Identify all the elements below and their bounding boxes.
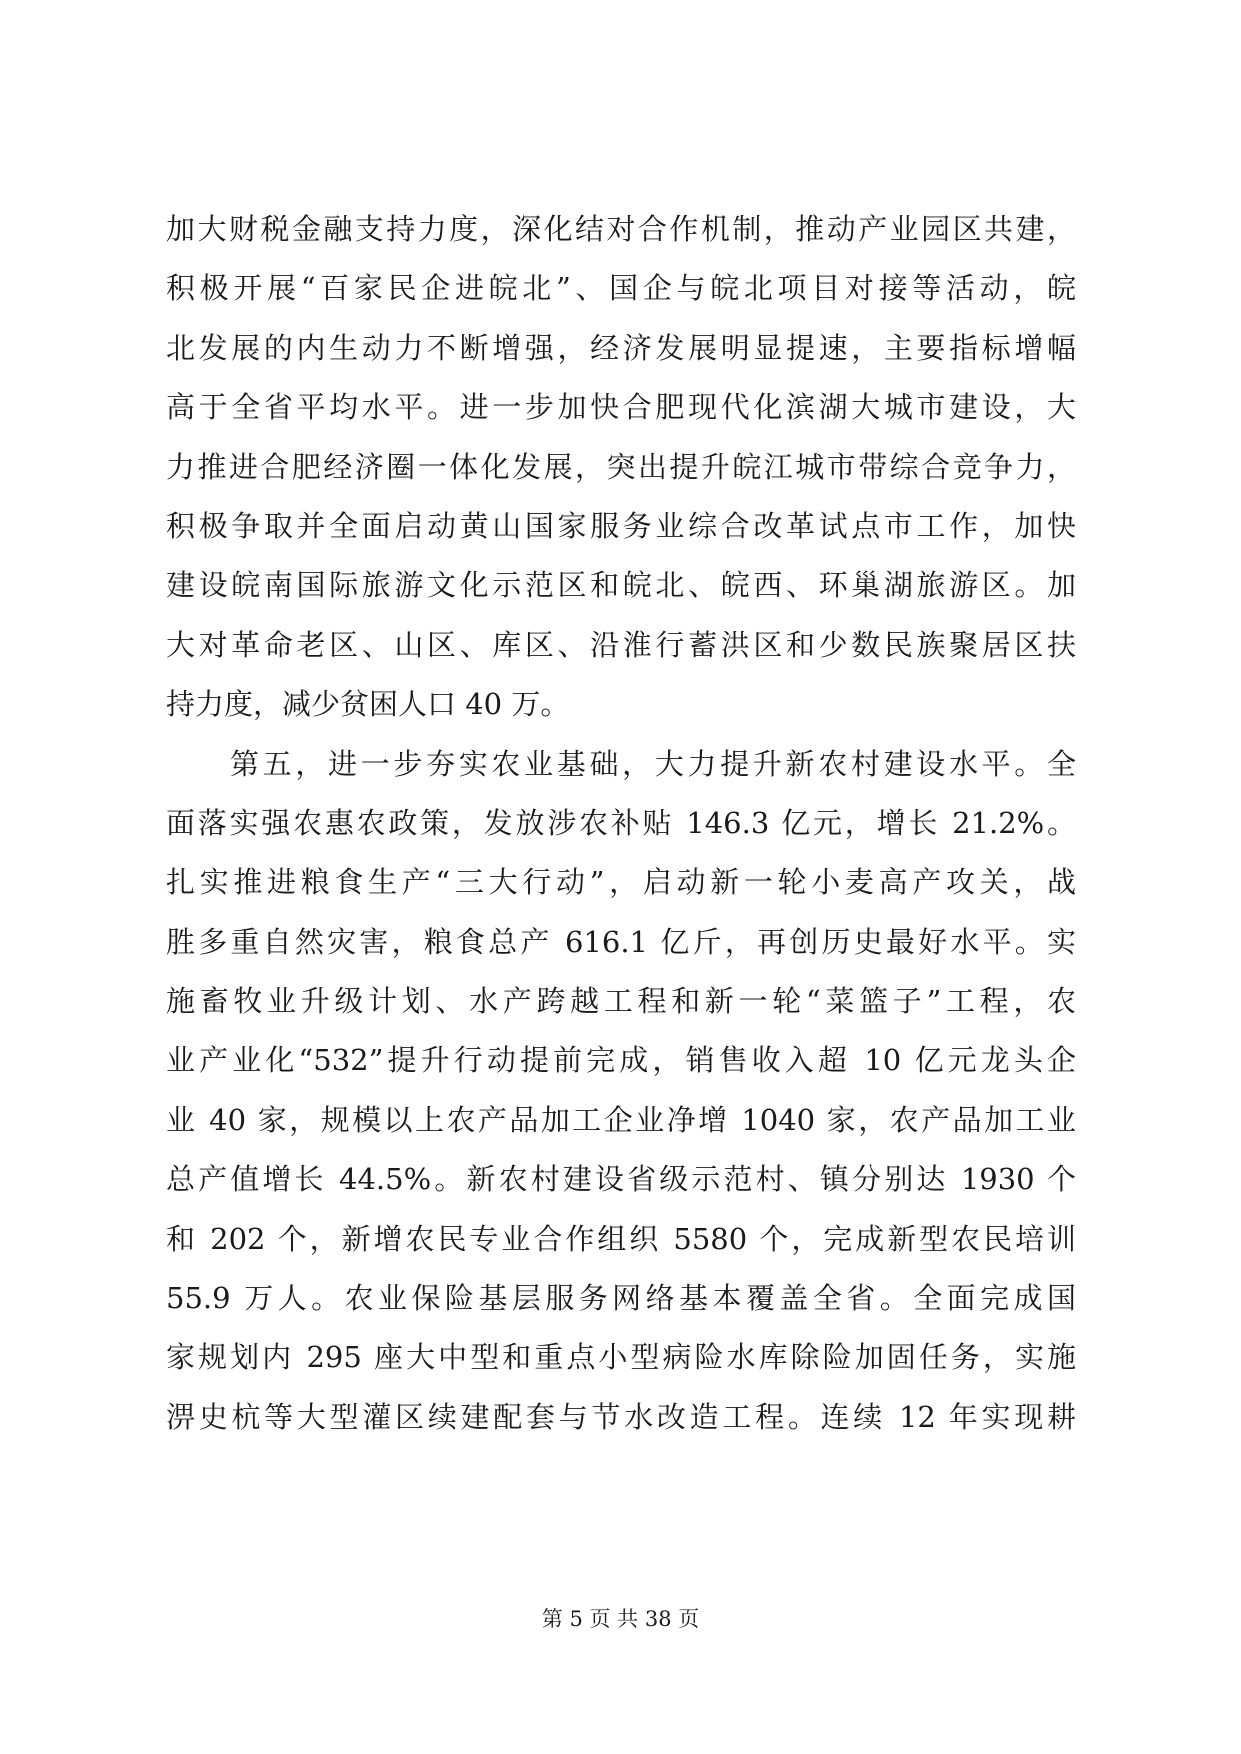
page-number-footer: 第 5 页 共 38 页 xyxy=(541,1607,700,1631)
text-line: 面落实强农惠农政策，发放涉农补贴 146.3 亿元，增长 21.2%。 xyxy=(166,805,1076,840)
text-line: 业产业化“532”提升行动提前完成，销售收入超 10 亿元龙头企 xyxy=(166,1043,1076,1078)
text-line: 积极争取并全面启动黄山国家服务业综合改革试点市工作，加快 xyxy=(166,508,1076,543)
text-line: 施畜牧业升级计划、水产跨越工程和新一轮“菜篮子”工程，农 xyxy=(166,984,1076,1019)
body-text xyxy=(166,200,1076,1447)
text-line: 和 202 个，新增农民专业合作组织 5580 个，完成新型农民培训 xyxy=(166,1221,1076,1256)
text-line: 家规划内 295 座大中型和重点小型病险水库除险加固任务，实施 xyxy=(166,1340,1076,1375)
paragraph-start-line: 第五，进一步夯实农业基础，大力提升新农村建设水平。全 xyxy=(230,746,1076,781)
text-line: 积极开展“百家民企进皖北”、国企与皖北项目对接等活动，皖 xyxy=(166,271,1076,306)
text-line: 淠史杭等大型灌区续建配套与节水改造工程。连续 12 年实现耕 xyxy=(166,1399,1076,1434)
text-line: 加大财税金融支持力度，深化结对合作机制，推动产业园区共建， xyxy=(166,212,1076,246)
text-line: 持力度，减少贫困人口 40 万。 xyxy=(166,687,570,722)
text-line: 55.9 万人。农业保险基层服务网络基本覆盖全省。全面完成国 xyxy=(166,1281,1076,1316)
text-line: 北发展的内生动力不断增强，经济发展明显提速，主要指标增幅 xyxy=(166,330,1076,365)
text-line: 业 40 家，规模以上农产品加工企业净增 1040 家，农产品加工业 xyxy=(166,1102,1076,1137)
text-line: 大对革命老区、山区、库区、沿淮行蓄洪区和少数民族聚居区扶 xyxy=(166,627,1076,662)
text-line: 总产值增长 44.5%。新农村建设省级示范村、镇分别达 1930 个 xyxy=(166,1162,1076,1197)
text-line: 建设皖南国际旅游文化示范区和皖北、皖西、环巢湖旅游区。加 xyxy=(166,568,1076,603)
text-line: 高于全省平均水平。进一步加快合肥现代化滨湖大城市建设，大 xyxy=(166,390,1076,425)
text-line: 胜多重自然灾害，粮食总产 616.1 亿斤，再创历史最好水平。实 xyxy=(166,924,1076,959)
text-line: 扎实推进粮食生产“三大行动”，启动新一轮小麦高产攻关，战 xyxy=(166,865,1076,900)
text-line: 力推进合肥经济圈一体化发展，突出提升皖江城市带综合竞争力， xyxy=(166,449,1076,484)
